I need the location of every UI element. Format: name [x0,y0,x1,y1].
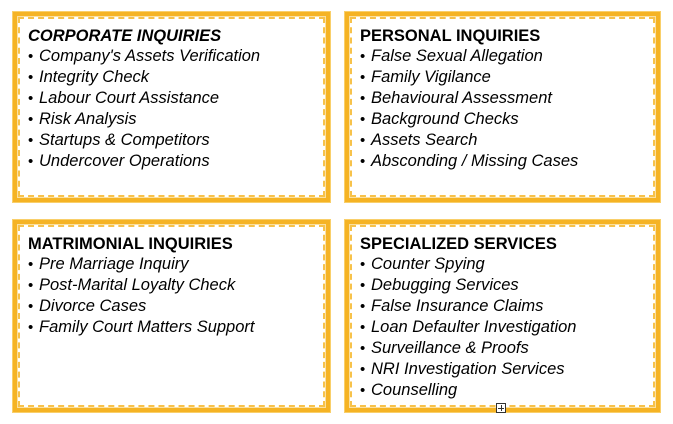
list-item [360,380,656,401]
bullet: • [360,132,366,149]
list-item-label: Integrity Check [39,68,150,86]
bullet: • [28,277,34,294]
list-item [28,275,326,296]
list-item-label: Assets Search [371,131,478,149]
list-item [28,130,326,151]
list-item-label: Background Checks [371,110,519,128]
specialized-services-list [360,254,656,401]
list-item-label: Labour Court Assistance [39,89,220,107]
personal-inquiries-list [360,46,656,172]
matrimonial-inquiries-title: MATRIMONIAL INQUIRIES [28,235,233,253]
list-item-label: Debugging Services [371,276,519,294]
bullet: • [360,340,366,357]
bullet: • [28,111,34,128]
list-item-label: Divorce Cases [39,297,147,315]
bullet: • [28,298,34,315]
list-item-label: Counter Spying [371,255,485,273]
list-item [360,317,656,338]
bullet: • [360,90,366,107]
list-item-label: Behavioural Assessment [371,89,552,107]
list-item [360,338,656,359]
move-handle-icon[interactable] [496,403,506,413]
list-item-label: Undercover Operations [39,152,210,170]
list-item-label: Surveillance & Proofs [371,339,529,357]
list-item [360,275,656,296]
matrimonial-inquiries-box [13,220,330,412]
bullet: • [28,48,34,65]
list-item [360,296,656,317]
list-item [360,130,656,151]
list-item [28,151,326,172]
bullet: • [28,319,34,336]
bullet: • [360,69,366,86]
list-item [28,254,326,275]
bullet: • [28,90,34,107]
list-item [28,67,326,88]
bullet: • [360,298,366,315]
personal-inquiries-box [345,12,660,202]
bullet: • [28,153,34,170]
list-item [360,359,656,380]
bullet: • [360,256,366,273]
list-item [28,88,326,109]
personal-inquiries-title: PERSONAL INQUIRIES [360,27,541,45]
list-item-label: False Sexual Allegation [371,47,543,65]
matrimonial-inquiries-list [28,254,326,338]
bullet: • [360,111,366,128]
list-item-label: Absconding / Missing Cases [371,152,579,170]
bullet: • [28,132,34,149]
list-item-label: Startups & Competitors [39,131,210,149]
specialized-services-box [345,220,660,412]
bullet: • [360,153,366,170]
bullet: • [360,319,366,336]
bullet: • [28,256,34,273]
list-item [360,151,656,172]
list-item-label: Company's Assets Verification [39,47,261,65]
list-item [28,317,326,338]
list-item-label: Family Court Matters Support [39,318,255,336]
list-item [28,296,326,317]
specialized-services-title: SPECIALIZED SERVICES [360,235,557,253]
bullet: • [360,48,366,65]
corporate-inquiries-title: CORPORATE INQUIRIES [28,27,222,45]
list-item-label: Post-Marital Loyalty Check [39,276,236,294]
list-item-label: False Insurance Claims [371,297,544,315]
list-item [28,46,326,67]
corporate-inquiries-box [13,12,330,202]
bullet: • [360,382,366,399]
list-item-label: Family Vigilance [371,68,491,86]
list-item [28,109,326,130]
list-item-label: Counselling [371,381,458,399]
list-item-label: Risk Analysis [39,110,137,128]
list-item [360,109,656,130]
list-item-label: Pre Marriage Inquiry [39,255,189,273]
list-item [360,46,656,67]
bullet: • [360,277,366,294]
list-item [360,254,656,275]
list-item-label: Loan Defaulter Investigation [371,318,577,336]
list-item [360,88,656,109]
list-item [360,67,656,88]
list-item-label: NRI Investigation Services [371,360,565,378]
bullet: • [360,361,366,378]
corporate-inquiries-list [28,46,326,172]
bullet: • [28,69,34,86]
